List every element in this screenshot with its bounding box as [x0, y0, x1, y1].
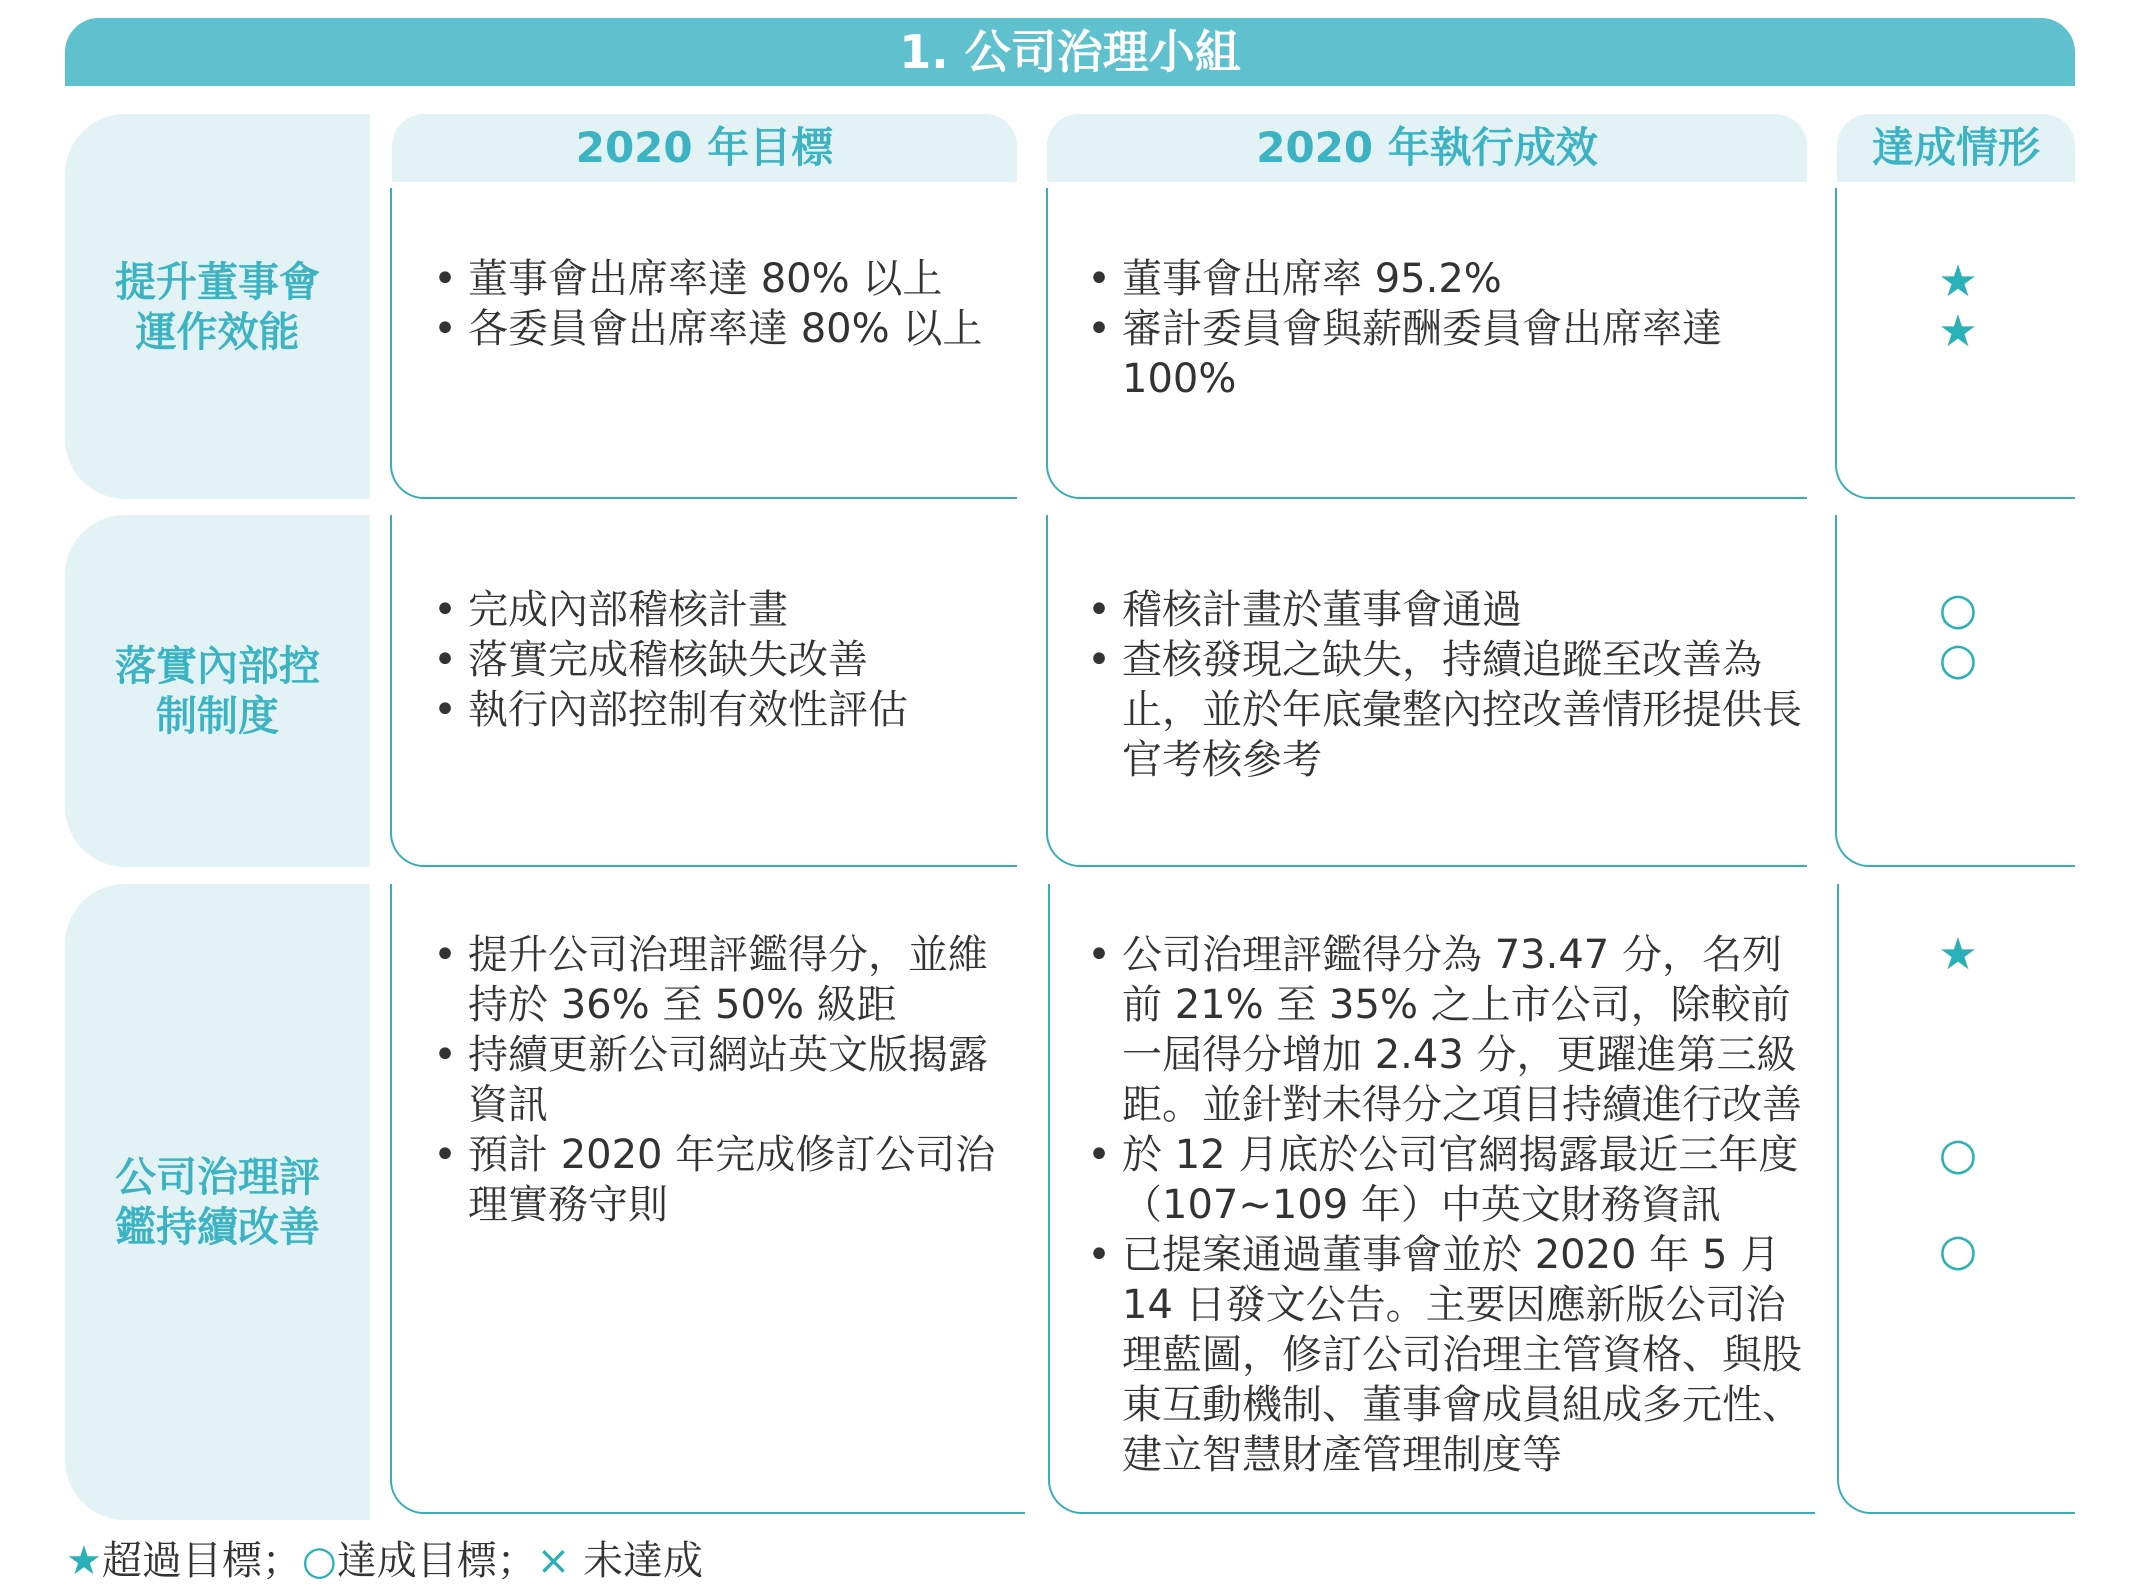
list-item: • 持續更新公司網站英文版揭露資訊 [422, 1030, 1005, 1130]
list-item: • 各委員會出席率達 80% 以上 [422, 304, 997, 354]
row-label-line: 落實內部控 [115, 642, 320, 690]
column-header-result: 2020 年執行成效 [1047, 114, 1807, 182]
list-item: • 公司治理評鑑得分為 73.47 分，名列前 21% 至 35% 之上市公司，除較前一屆得分增加 2.43 分，更躍進第三級距。並針對未得分之項目持續進行改善 [1076, 930, 1815, 1130]
row-label-governance-evaluation [65, 884, 370, 1520]
goal-list [422, 585, 997, 735]
list-item: • 董事會出席率達 80% 以上 [422, 254, 997, 304]
row-label-line: 公司治理評 [115, 1153, 320, 1201]
star-icon: ★ [66, 1538, 102, 1584]
result-list [1076, 930, 1815, 1480]
result-cell [1046, 515, 1807, 867]
star-icon: ★ [1938, 256, 1978, 307]
goal-list [422, 930, 1005, 1230]
legend-not-label: 未達成 [570, 1538, 703, 1584]
legend [66, 1536, 703, 1586]
result-cell [1048, 884, 1815, 1514]
legend-exceed-label: 超過目標； [101, 1538, 302, 1584]
list-item: • 審計委員會與薪酬委員會出席率達 100% [1076, 304, 1807, 404]
list-item: • 完成內部稽核計畫 [422, 585, 997, 635]
row-label-internal-control [65, 515, 370, 867]
star-icon: ★ [1938, 306, 1978, 357]
result-list [1076, 254, 1807, 404]
status-cell [1835, 515, 2075, 867]
row-label-line: 提升董事會 [115, 257, 320, 306]
list-item: • 已提案通過董事會並於 2020 年 5 月 14 日發文公告。主要因應新版公司治理藍圖，修訂公司治理主管資格、與股東互動機制、董事會成員組成多元性、建立智慧財產管理制度等 [1076, 1230, 1815, 1480]
goal-list [422, 254, 997, 354]
result-list [1076, 585, 1807, 785]
circle-icon: ○ [1938, 584, 1978, 635]
star-icon: ★ [1938, 929, 1978, 980]
list-item: • 董事會出席率 95.2% [1076, 254, 1807, 304]
list-item: • 於 12 月底於公司官網揭露最近三年度（107~109 年）中英文財務資訊 [1076, 1130, 1815, 1230]
list-item: • 稽核計畫於董事會通過 [1076, 585, 1807, 635]
list-item: • 提升公司治理評鑑得分，並維持於 36% 至 50% 級距 [422, 930, 1005, 1030]
circle-icon: ○ [301, 1538, 337, 1584]
goal-cell [390, 188, 1017, 499]
cross-icon: × [536, 1538, 571, 1584]
row-label-line: 制制度 [156, 692, 279, 740]
section-title: 1. 公司治理小組 [65, 18, 2075, 86]
circle-icon: ○ [1938, 1225, 1978, 1276]
list-item: • 預計 2020 年完成修訂公司治理實務守則 [422, 1130, 1005, 1230]
circle-icon: ○ [1938, 1129, 1978, 1180]
column-header-status: 達成情形 [1837, 114, 2075, 182]
list-item: • 執行內部控制有效性評估 [422, 685, 997, 735]
legend-achieved-label: 達成目標； [336, 1538, 537, 1584]
row-label-line: 運作效能 [135, 307, 300, 356]
circle-icon: ○ [1938, 634, 1978, 685]
list-item: • 查核發現之缺失，持續追蹤至改善為止，並於年底彙整內控改善情形提供長官考核參考 [1076, 635, 1807, 785]
row-label-board-effectiveness [65, 114, 370, 499]
row-label-line: 鑑持續改善 [115, 1203, 320, 1251]
goal-cell [390, 515, 1017, 867]
goal-cell [390, 884, 1025, 1514]
list-item: • 落實完成稽核缺失改善 [422, 635, 997, 685]
result-cell [1046, 188, 1807, 499]
column-header-goal: 2020 年目標 [392, 114, 1017, 182]
